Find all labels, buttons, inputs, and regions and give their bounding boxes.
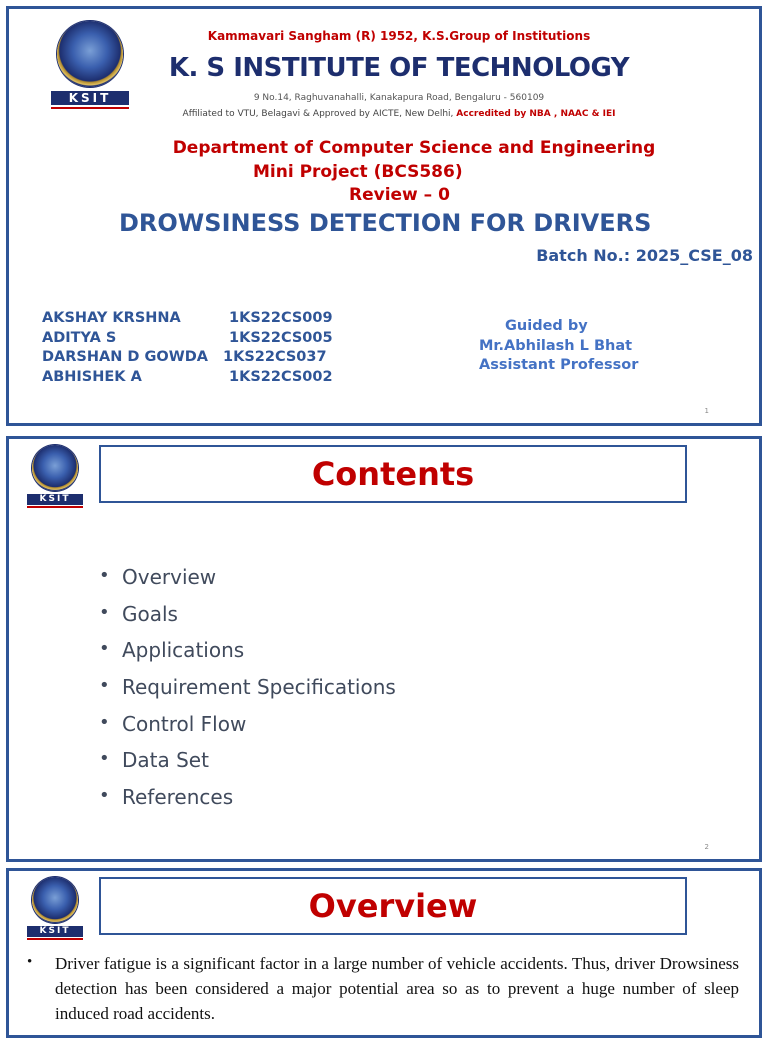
mini-project-label: Mini Project (BCS586): [253, 162, 463, 182]
slide-title: Overview: [99, 877, 687, 935]
institute-seal-icon: [32, 877, 78, 923]
bullet-icon: •: [27, 954, 33, 970]
logo-text: KSIT: [27, 926, 83, 937]
member-row: [42, 348, 333, 368]
team-members: [42, 309, 333, 387]
list-item: • Goals: [99, 596, 396, 633]
institute-address: 9 No.14, Raghuvanahalli, Kanakapura Road, Bengaluru - 560109: [253, 93, 545, 103]
department-name: Department of Computer Science and Engineering: [172, 138, 656, 158]
member-usn: 1KS22CS002: [229, 368, 333, 385]
bullet-icon: •: [99, 711, 110, 733]
member-row: [42, 329, 333, 349]
member-name: ADITYA S: [42, 329, 117, 346]
logo-text: KSIT: [51, 91, 129, 105]
ksit-logo: [27, 445, 83, 511]
bullet-icon: •: [99, 601, 110, 623]
bullet-icon: •: [99, 785, 110, 807]
bullet-icon: •: [99, 748, 110, 770]
accreditation-text: Accredited by NBA , NAAC & IEI: [456, 109, 616, 119]
member-row: [42, 309, 333, 329]
member-usn: 1KS22CS005: [229, 329, 333, 346]
overview-bullet-text: Driver fatigue is a significant factor in a large number of vehicle accidents. Thus, driver Drowsiness detection has been considered a major potential area so as to prevent a huge number of sleep induced road accidents.: [55, 954, 739, 1023]
institute-name: K. S INSTITUTE OF TECHNOLOGY: [168, 53, 630, 83]
list-item: • References: [99, 779, 396, 816]
bullet-icon: •: [99, 565, 110, 586]
institution-group: Kammavari Sangham (R) 1952, K.S.Group of Institutions: [207, 29, 591, 43]
logo-stripe: [27, 938, 83, 940]
affiliation-text: Affiliated to VTU, Belagavi & Approved by AICTE, New Delhi,: [182, 109, 454, 119]
guide-title: Assistant Professor: [479, 357, 639, 373]
page-number: 2: [704, 843, 709, 851]
member-usn: 1KS22CS009: [229, 310, 333, 326]
logo-text: KSIT: [27, 494, 83, 505]
bullet-icon: •: [99, 675, 110, 697]
contents-list: [99, 559, 396, 816]
bullet-icon: •: [99, 638, 110, 660]
member-usn: 1KS22CS037: [223, 349, 327, 365]
slide-1: [6, 6, 762, 426]
member-name: AKSHAY KRSHNA: [42, 310, 181, 326]
page-number: 1: [704, 407, 709, 415]
slide-title: Contents: [99, 445, 687, 503]
list-item: • Requirement Specifications: [99, 669, 396, 706]
member-name: DARSHAN D GOWDA: [42, 349, 208, 365]
guided-by-label: Guided by: [505, 318, 588, 334]
affiliation-line: [39, 109, 759, 119]
member-name: ABHISHEK A: [42, 368, 142, 385]
institute-seal-icon: [32, 445, 78, 491]
review-label: Review – 0: [349, 185, 450, 205]
guide-name: Mr.Abhilash L Bhat: [479, 337, 633, 354]
list-item: • Overview: [99, 559, 396, 596]
slide-2: [6, 436, 762, 862]
project-title: DROWSINESS DETECTION FOR DRIVERS: [119, 209, 652, 237]
slide-3: [6, 868, 762, 1038]
logo-stripe: [27, 506, 83, 508]
member-row: [42, 368, 333, 388]
list-item: • Data Set: [99, 742, 396, 779]
list-item: • Applications: [99, 632, 396, 669]
overview-paragraph: [27, 951, 739, 1026]
ksit-logo: [27, 877, 83, 943]
guide-block: [479, 317, 638, 376]
batch-number: Batch No.: 2025_CSE_08: [536, 246, 753, 265]
list-item: • Control Flow: [99, 706, 396, 743]
